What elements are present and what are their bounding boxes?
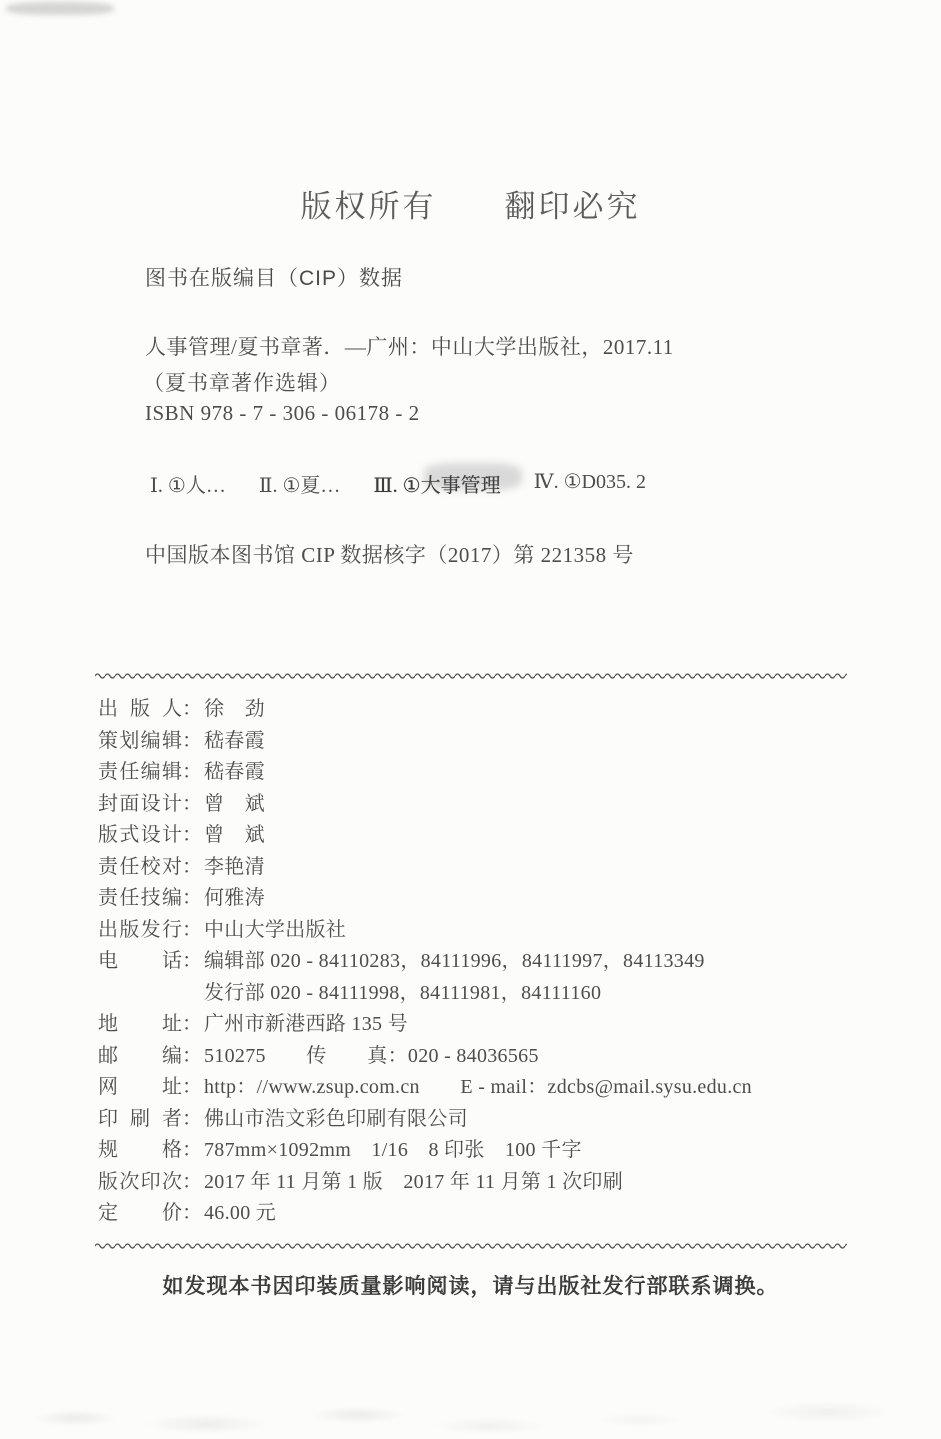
- cip-isbn: ISBN 978 - 7 - 306 - 06178 - 2: [145, 401, 420, 425]
- cip-class-item-2: Ⅱ. ①夏…: [258, 475, 341, 497]
- row-colon: ：: [182, 824, 202, 846]
- row-value: 发行部 020 - 84111998，84111981，84111160: [204, 981, 602, 1004]
- scan-smudge-top-left: [6, 2, 114, 15]
- colophon-row-postcode-fax: [98, 1041, 858, 1073]
- row-value: 编辑部 020 - 84110283，84111996，84111997，84113349: [204, 950, 705, 972]
- row-colon: ：: [182, 1013, 202, 1035]
- row-label: 策划编辑: [98, 729, 182, 752]
- copyright-motto: 版权所有 翻印必究: [300, 189, 641, 224]
- colophon-row-proofreader: [98, 852, 858, 884]
- row-label: 定价: [98, 1202, 182, 1224]
- row-colon: ：: [182, 1170, 202, 1193]
- cip-classification-line: [150, 469, 646, 498]
- quality-notice: 如发现本书因印装质量影响阅读，请与出版社发行部联系调换。: [162, 1275, 779, 1298]
- colophon-row-layout-design: [98, 820, 858, 852]
- row-value: 787mm×1092mm 1/16 8 印张 100 千字: [204, 1139, 582, 1161]
- colophon-row-publishing-house: [98, 915, 858, 947]
- row-value: 510275 传 真：020 - 84036565: [204, 1044, 539, 1067]
- row-value: http：//www.zsup.com.cn E - mail：zdcbs@mail.sysu.edu.cn: [204, 1076, 752, 1098]
- row-label: 网址: [98, 1076, 182, 1098]
- row-label: 出版人: [98, 698, 182, 720]
- row-value: 曾 斌: [204, 792, 265, 815]
- row-value: 李艳清: [204, 855, 265, 878]
- row-value: 广州市新港西路 135 号: [204, 1013, 408, 1035]
- colophon: [98, 694, 858, 1230]
- wavy-divider-top: [95, 671, 847, 681]
- row-colon: ：: [182, 918, 202, 941]
- row-value: 嵇春霞: [204, 761, 265, 783]
- row-label: 责任技编: [98, 887, 182, 909]
- row-label: 责任编辑: [98, 761, 182, 783]
- colophon-row-printer: [98, 1104, 858, 1136]
- row-value: 徐 劲: [204, 698, 265, 720]
- row-colon: ：: [182, 1202, 202, 1224]
- row-value: 曾 斌: [204, 824, 265, 846]
- row-value: 46.00 元: [204, 1202, 277, 1224]
- row-colon: ：: [182, 1076, 202, 1098]
- colophon-row-phone: [98, 946, 858, 978]
- row-label: 规格: [98, 1139, 182, 1161]
- row-value: 嵇春霞: [204, 729, 265, 752]
- colophon-row-address: [98, 1009, 858, 1041]
- row-colon: ：: [182, 761, 202, 783]
- cip-heading: 图书在版编目（CIP）数据: [145, 267, 404, 290]
- colophon-row-edition: [98, 1167, 858, 1199]
- row-value: 2017 年 11 月第 1 版 2017 年 11 月第 1 次印刷: [204, 1170, 624, 1193]
- row-colon: ：: [182, 792, 202, 815]
- colophon-row-cover-design: [98, 789, 858, 821]
- cip-class-item-1: Ⅰ. ①人…: [150, 475, 226, 497]
- colophon-row-responsible-editor: [98, 757, 858, 789]
- row-label: 邮编: [98, 1044, 182, 1067]
- row-colon: ：: [182, 1139, 202, 1161]
- colophon-row-format: [98, 1135, 858, 1167]
- row-colon: ：: [182, 887, 202, 909]
- row-colon: ：: [182, 1044, 202, 1067]
- row-label: 电话: [98, 950, 182, 972]
- colophon-row-technical-editor: [98, 883, 858, 915]
- cip-class-item-3: Ⅲ. ①大事管理: [373, 475, 501, 497]
- row-label: 版式设计: [98, 824, 182, 846]
- colophon-row-price: [98, 1198, 858, 1230]
- colophon-row-phone-cont: [98, 978, 858, 1010]
- cip-class-item-4: Ⅳ. ①D035. 2: [533, 471, 646, 493]
- cip-series-line: （夏书章著作选辑）: [143, 371, 341, 395]
- row-label: 印刷者: [98, 1107, 182, 1130]
- colophon-row-website-email: [98, 1072, 858, 1104]
- row-colon: ：: [182, 1107, 202, 1130]
- row-label: 责任校对: [98, 855, 182, 878]
- row-label: 出版发行: [98, 918, 182, 941]
- row-label: 地址: [98, 1013, 182, 1035]
- row-label: 封面设计: [98, 792, 182, 815]
- row-value: 中山大学出版社: [204, 918, 347, 941]
- colophon-row-planning-editor: [98, 726, 858, 758]
- row-value: 佛山市浩文彩色印刷有限公司: [204, 1107, 468, 1130]
- cip-title-line: 人事管理/夏书章著．—广州：中山大学出版社，2017.11: [145, 335, 674, 359]
- cip-record-number: 中国版本图书馆 CIP 数据核字（2017）第 221358 号: [145, 543, 634, 567]
- row-colon: ：: [182, 855, 202, 878]
- scan-texture-bottom: [0, 1379, 941, 1439]
- row-colon: ：: [182, 950, 202, 972]
- row-colon: ：: [182, 698, 202, 720]
- row-colon: ：: [182, 729, 202, 752]
- row-label: 版次印次: [98, 1170, 182, 1193]
- colophon-row-publisher: [98, 694, 858, 726]
- row-value: 何雅涛: [204, 887, 265, 909]
- wavy-divider-bottom: [95, 1241, 847, 1251]
